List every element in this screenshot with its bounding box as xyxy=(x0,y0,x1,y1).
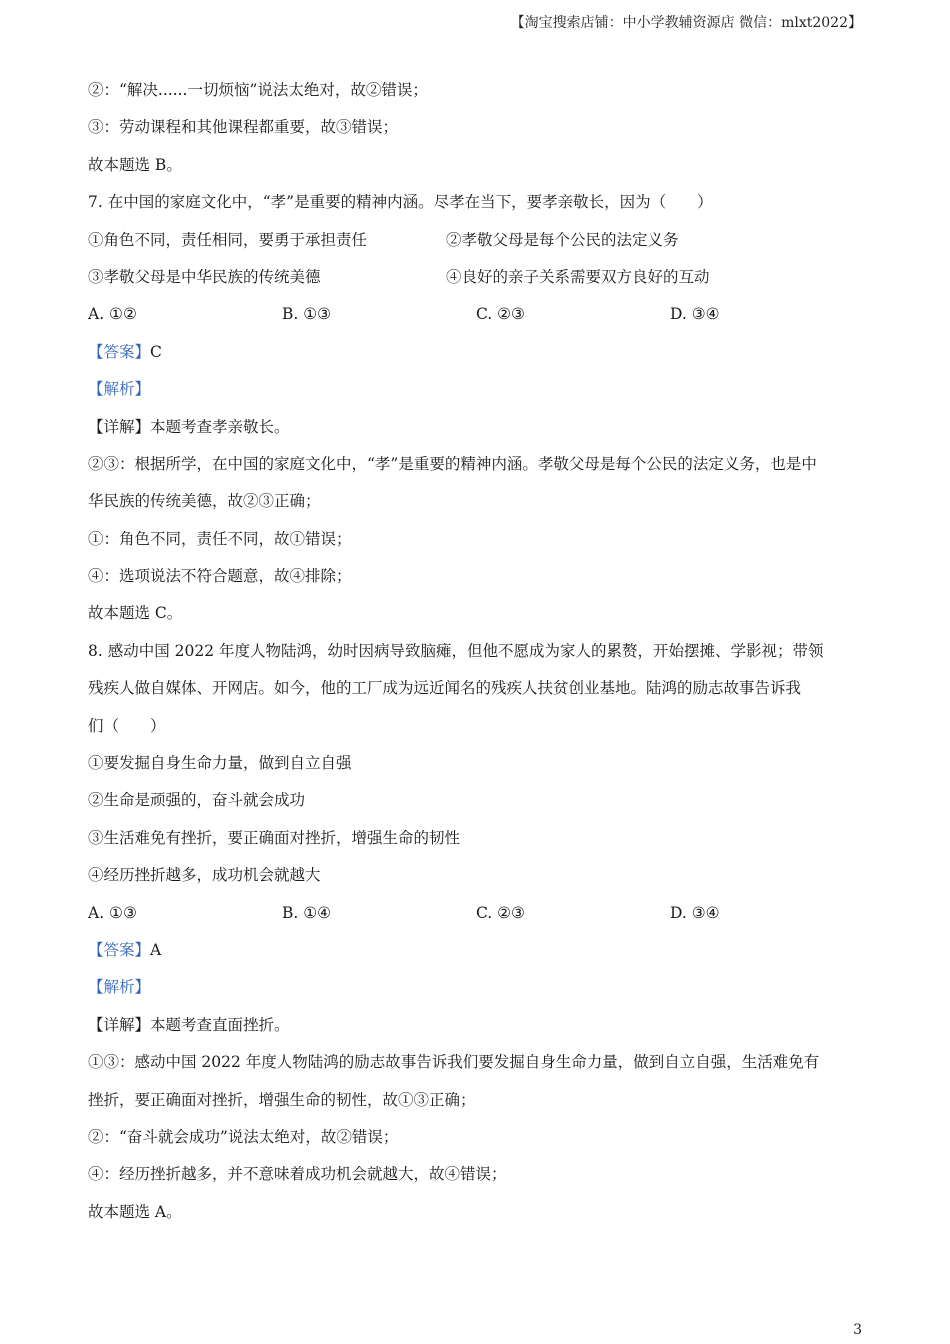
question-7-detail xyxy=(88,409,864,446)
option-d: D. ③④ xyxy=(670,903,720,922)
question-7-stem: 7. 在中国的家庭文化中，“孝”是重要的精神内涵。尽孝在当下，要孝亲敬长，因为（ ） xyxy=(88,193,713,212)
detail-tag: 【详解】 xyxy=(88,1015,151,1034)
detail-tag: 【详解】 xyxy=(88,417,151,436)
question-8-stem: 们（ ） xyxy=(88,716,166,735)
statement: ③生活难免有挫折，要正确面对挫折，增强生命的韧性 xyxy=(88,828,461,847)
text-line: 华民族的传统美德，故②③正确； xyxy=(88,492,321,511)
text-line: ③：劳动课程和其他课程都重要，故③错误； xyxy=(88,118,399,137)
text-line: 故本题选 A。 xyxy=(88,1202,182,1221)
question-7-analysis-tag: 【解析】 xyxy=(88,380,151,399)
answer-value: A xyxy=(150,940,162,959)
option-a: A. ①② xyxy=(88,305,137,324)
question-8-answer xyxy=(88,932,864,969)
option-c: C. ②③ xyxy=(476,903,525,922)
page-header-watermark: 【淘宝搜索店铺：中小学教辅资源店 微信：mlxt2022】 xyxy=(510,15,862,31)
detail-text: 本题考查孝亲敬长。 xyxy=(150,417,290,436)
text-line: ②③：根据所学，在中国的家庭文化中，“孝”是重要的精神内涵。孝敬父母是每个公民的法定义务，也是中 xyxy=(88,454,817,473)
option-a: A. ①③ xyxy=(88,903,137,922)
text-line: ④：经历挫折越多，并不意味着成功机会就越大，故④错误； xyxy=(88,1165,507,1184)
text-line: ④：选项说法不符合题意，故④排除； xyxy=(88,567,352,586)
text-line: 故本题选 C。 xyxy=(88,604,183,623)
option-d: D. ③④ xyxy=(670,305,720,324)
text-line: ①：角色不同，责任不同，故①错误； xyxy=(88,529,352,548)
question-7-statements-row-1 xyxy=(88,222,864,259)
answer-tag: 【答案】 xyxy=(88,940,151,959)
question-8-stem: 残疾人做自媒体、开网店。如今，他的工厂成为远近闻名的残疾人扶贫创业基地。陆鸿的励志故事告诉我 xyxy=(88,679,802,698)
statement: ②孝敬父母是每个公民的法定义务 xyxy=(446,230,679,249)
text-line: ②：“解决......一切烦恼”说法太绝对，故②错误； xyxy=(88,81,428,99)
text-line: ②：“奋斗就会成功”说法太绝对，故②错误； xyxy=(88,1127,399,1146)
answer-tag: 【答案】 xyxy=(88,342,151,361)
question-8-options xyxy=(88,895,864,932)
detail-text: 本题考查直面挫折。 xyxy=(150,1015,290,1034)
text-line: ①③：感动中国 2022 年度人物陆鸿的励志故事告诉我们要发掘自身生命力量，做到自立自强，生活难免有 xyxy=(88,1053,820,1072)
statement: ①角色不同，责任相同，要勇于承担责任 xyxy=(88,230,368,249)
statement: ①要发掘自身生命力量，做到自立自强 xyxy=(88,754,352,773)
statement: ④良好的亲子关系需要双方良好的互动 xyxy=(446,267,710,286)
option-b: B. ①④ xyxy=(282,903,332,922)
question-8-stem: 8. 感动中国 2022 年度人物陆鸿，幼时因病导致脑瘫，但他不愿成为家人的累赘，开始摆摊、学影视；带领 xyxy=(88,641,824,660)
question-8-analysis-tag: 【解析】 xyxy=(88,978,151,997)
page-number: 3 xyxy=(853,1322,862,1338)
option-b: B. ①③ xyxy=(282,305,332,324)
document-body xyxy=(88,72,864,1231)
question-8-detail xyxy=(88,1007,864,1044)
question-7-options xyxy=(88,296,864,333)
question-7-statements-row-2 xyxy=(88,259,864,296)
text-line: 挫折，要正确面对挫折，增强生命的韧性，故①③正确； xyxy=(88,1090,476,1109)
statement: ②生命是顽强的，奋斗就会成功 xyxy=(88,791,306,810)
answer-value: C xyxy=(150,342,162,361)
option-c: C. ②③ xyxy=(476,305,525,324)
statement: ④经历挫折越多，成功机会就越大 xyxy=(88,866,321,885)
statement: ③孝敬父母是中华民族的传统美德 xyxy=(88,267,321,286)
text-line: 故本题选 B。 xyxy=(88,155,182,174)
question-7-answer xyxy=(88,334,864,371)
